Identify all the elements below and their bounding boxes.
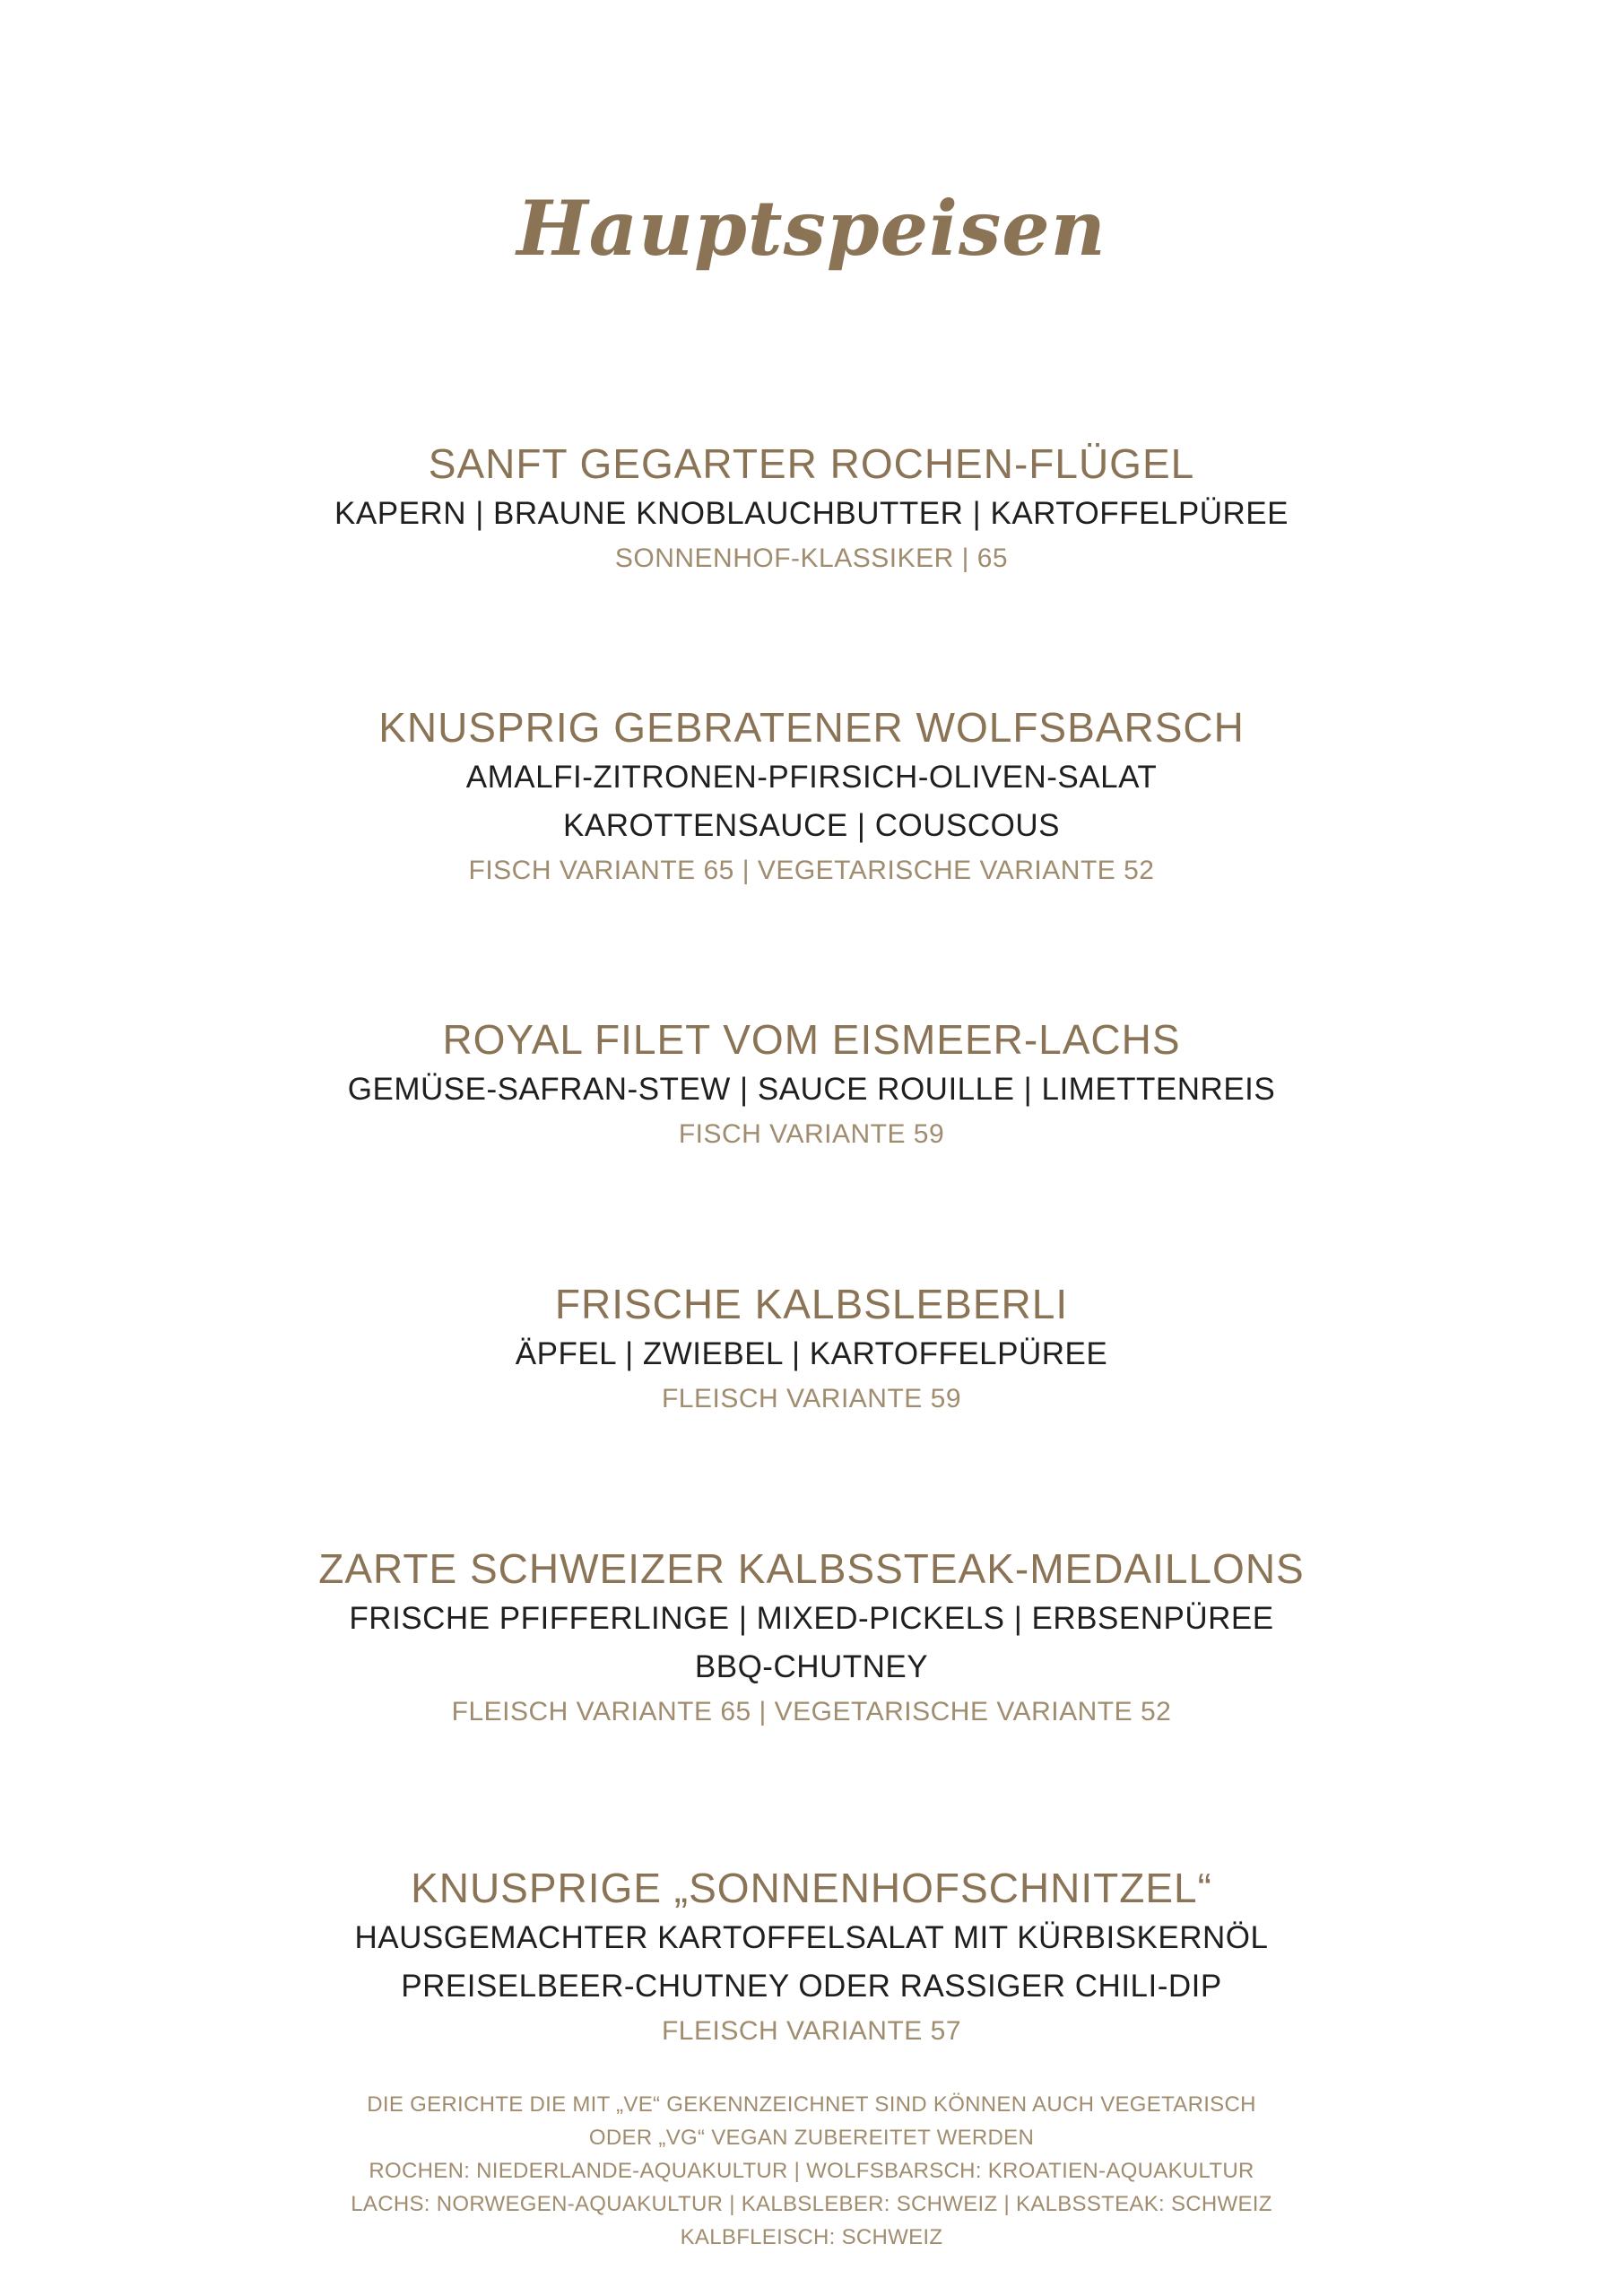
dish-item — [0, 1013, 1623, 1155]
footnote-line: DIE GERICHTE DIE MIT „VE“ GEKENNZEICHNET SIND KÖNNEN AUCH VEGETARISCH — [367, 2092, 1256, 2117]
footnote-line: ODER „VG“ VEGAN ZUBEREITET WERDEN — [588, 2126, 1035, 2150]
page-title: Hauptspeisen — [516, 184, 1107, 273]
dish-price: FISCH VARIANTE 59 — [678, 1119, 945, 1149]
dish-price: FLEISCH VARIANTE 65 | VEGETARISCHE VARIANTE 52 — [451, 1697, 1172, 1726]
dish-item — [0, 701, 1623, 891]
dish-item — [0, 438, 1623, 579]
dish-description: GEMÜSE-SAFRAN-STEW | SAUCE ROUILLE | LIMETTENREIS — [347, 1072, 1276, 1107]
dish-description: PREISELBEER-CHUTNEY ODER RASSIGER CHILI-DIP — [401, 1969, 1222, 2004]
footnotes — [0, 2088, 1623, 2254]
dish-item — [0, 1278, 1623, 1420]
dish-description: FRISCHE PFIFFERLINGE | MIXED-PICKELS | ERBSENPÜREE — [349, 1601, 1274, 1636]
dish-description: KAROTTENSAUCE | COUSCOUS — [563, 808, 1060, 843]
dish-name: SANFT GEGARTER ROCHEN-FLÜGEL — [428, 440, 1195, 487]
dish-name: ZARTE SCHWEIZER KALBSSTEAK-MEDAILLONS — [318, 1545, 1305, 1592]
dish-description: HAUSGEMACHTER KARTOFFELSALAT MIT KÜRBISKERNÖL — [354, 1920, 1269, 1955]
dish-name: KNUSPRIGE „SONNENHOFSCHNITZEL“ — [411, 1865, 1212, 1911]
dish-name: ROYAL FILET VOM EISMEER-LACHS — [442, 1016, 1181, 1063]
dish-price: FLEISCH VARIANTE 59 — [661, 1384, 962, 1413]
dish-name: KNUSPRIG GEBRATENER WOLFSBARSCH — [378, 704, 1245, 751]
dish-item — [0, 1862, 1623, 2052]
footnote-line: KALBFLEISCH: SCHWEIZ — [680, 2225, 943, 2249]
dish-price: SONNENHOF-KLASSIKER | 65 — [614, 544, 1009, 573]
footnote-line: LACHS: NORWEGEN-AQUAKULTUR | KALBSLEBER: SCHWEIZ | KALBSSTEAK: SCHWEIZ — [351, 2192, 1272, 2216]
dish-description: AMALFI-ZITRONEN-PFIRSICH-OLIVEN-SALAT — [465, 760, 1158, 795]
dish-item — [0, 1543, 1623, 1733]
footnote-line: ROCHEN: NIEDERLANDE-AQUAKULTUR | WOLFSBARSCH: KROATIEN-AQUAKULTUR — [369, 2159, 1254, 2183]
dish-description: KAPERN | BRAUNE KNOBLAUCHBUTTER | KARTOFFELPÜREE — [334, 496, 1289, 531]
dish-description: BBQ-CHUTNEY — [694, 1649, 929, 1684]
dish-price: FLEISCH VARIANTE 57 — [661, 2016, 962, 2046]
dish-description: ÄPFEL | ZWIEBEL | KARTOFFELPÜREE — [515, 1336, 1108, 1371]
dish-name: FRISCHE KALBSLEBERLI — [554, 1281, 1069, 1327]
dish-price: FISCH VARIANTE 65 | VEGETARISCHE VARIANTE 52 — [468, 856, 1155, 885]
